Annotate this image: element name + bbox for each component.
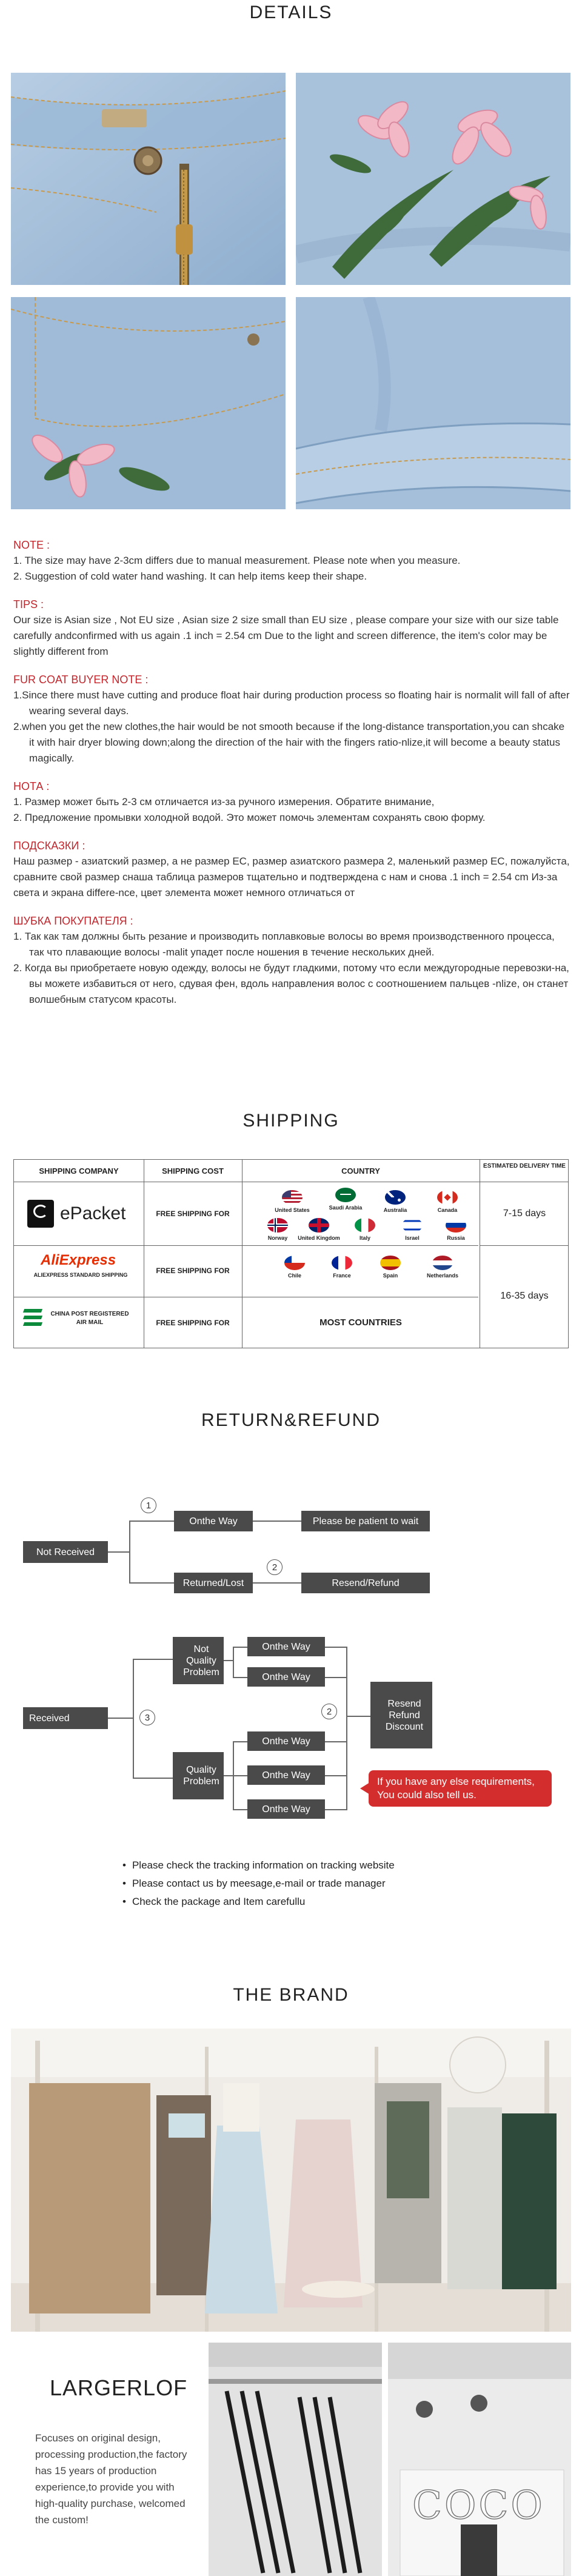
front-pocket-photo (11, 297, 286, 509)
flag-uk-icon (309, 1218, 329, 1233)
on-the-way-box: Onthe Way (247, 1667, 325, 1687)
epacket-time: 7-15 days (503, 1208, 546, 1219)
on-the-way-box: Onthe Way (247, 1731, 325, 1751)
note-heading: NOTE : (13, 539, 50, 551)
brand-name: LARGERLOF (50, 2375, 188, 2400)
not-quality-box: Not Quality Problem (173, 1637, 224, 1684)
flag-nl-icon (432, 1256, 453, 1270)
flag-es-icon (380, 1256, 401, 1270)
aliexpress-cost: FREE SHIPPING FOR (156, 1266, 230, 1275)
details-title: DETAILS (249, 2, 333, 22)
ru-fur-heading: ШУБКА ПОКУПАТЕЛЯ : (13, 915, 133, 927)
china-post-countries: MOST COUNTRIES (319, 1317, 402, 1328)
country-label: Israel (405, 1235, 420, 1241)
ru-note-heading: НОТА : (13, 780, 50, 792)
ru-tips-text: Наш размер - азиатский размер, а не размер ЕС, размер азиатского размера 2, маленький размер ЕС, пожалуйста, сравните свой размер снаша таблица размеров тщательно и подтверждена с нам и снова .1 inch = 2.54 cm Из-за света и экрана differe-nce, цвет элемента может немного отличаться от (13, 855, 570, 898)
country-label: Saudi Arabia (329, 1205, 363, 1211)
aliexpress-logo: AliExpress (41, 1252, 116, 1268)
epacket-logo-icon (27, 1200, 54, 1228)
country-label: Norway (267, 1235, 288, 1241)
on-the-way-box: Onthe Way (174, 1511, 253, 1531)
flag-it-icon (355, 1218, 375, 1233)
country-label: Australia (383, 1207, 407, 1213)
aliexpress-time: 16-35 days (500, 1291, 549, 1301)
header-company: SHIPPING COMPANY (39, 1166, 119, 1176)
country-label: Italy (359, 1235, 370, 1241)
country-label: Russia (447, 1235, 465, 1241)
bubble-pointer-icon (360, 1782, 370, 1795)
ru-tips-heading: ПОДСКАЗКИ : (13, 840, 85, 852)
flag-cl-icon (284, 1256, 305, 1270)
flag-us-icon (282, 1190, 303, 1205)
on-the-way-box: Onthe Way (247, 1637, 325, 1656)
epacket-name: ePacket (60, 1203, 126, 1223)
step-circle-3: 3 (139, 1710, 155, 1725)
fur-heading: FUR COAT BUYER NOTE : (13, 674, 149, 686)
requirements-bubble: If you have any else requirements, You could also tell us. (369, 1770, 552, 1807)
country-label: Netherlands (426, 1273, 458, 1279)
brand-description: Focuses on original design, processing production,the factory has 15 years of production experience,to provide you with high-quality purchase, welcomed the custom! (35, 2432, 187, 2526)
china-post-name: CHINA POST REGISTERED AIR MAIL (50, 1311, 129, 1326)
flag-sa-icon (335, 1188, 356, 1202)
refund-title: RETURN&REFUND (201, 1410, 381, 1430)
step-circle-2: 2 (321, 1704, 337, 1719)
epacket-cost: FREE SHIPPING FOR (156, 1209, 230, 1218)
on-the-way-box: Onthe Way (247, 1765, 325, 1785)
instruction-item: • Please check the tracking information on tracking website (122, 1856, 395, 1875)
received-box: Received (23, 1707, 108, 1729)
china-post-cost: FREE SHIPPING FOR (156, 1319, 230, 1327)
store-interior-photo (11, 2029, 571, 2332)
shipping-title: SHIPPING (242, 1111, 340, 1131)
aliexpress-sub: ALIEXPRESS STANDARD SHIPPING (33, 1272, 128, 1278)
flag-ca-icon (437, 1190, 458, 1205)
fur-line: 1.Since there must have cutting and produce float hair during production process so floating hair is normalit will fall of after wearing several days. (13, 689, 570, 717)
tips-text: Our size is Asian size , Not EU size , Asian size 2 size small than EU size , please compare your size with our size table carefully andconfirmed with us again .1 inch = 2.54 cm Due to the light and screen difference, the item's color may be slightly different from (13, 614, 559, 657)
flag-fr-icon (332, 1256, 352, 1270)
ru-fur-line: 1. Так как там должны быть резание и производить поплавковые волосы во время производственного процесса, так что плавающие волосы -malit упадет после ношения в течение нескольких дней. (13, 931, 555, 958)
note-line: 1. The size may have 2-3cm differs due to manual measurement. Please note when you measure. (13, 555, 461, 566)
country-label: United Kingdom (298, 1235, 340, 1241)
jeans-waistband-photo (11, 73, 286, 285)
instruction-item: • Check the package and Item carefullu (122, 1893, 395, 1911)
please-wait-box: Please be patient to wait (301, 1511, 430, 1531)
store-sign-photo (388, 2343, 571, 2576)
instruction-item: • Please contact us by meesage,e-mail or trade manager (122, 1875, 395, 1893)
brand-title: THE BRAND (233, 1985, 349, 2005)
step-circle-1: 1 (141, 1497, 156, 1513)
refund-instructions (122, 1856, 395, 1911)
flag-ru-icon (446, 1218, 466, 1233)
ru-note-line: 2. Предложение промывки холодной водой. Это может помочь элементам сохранять свою форму. (13, 812, 486, 823)
tips-heading: TIPS : (13, 598, 44, 611)
ru-fur-line: 2. Когда вы приобретаете новую одежду, волосы не будут гладкими, потому что если междугородные перевозки-на, вы можете избавиться от него, сдувая фен, вдоль направления волос с соотношением пальцев -nlize, он станет волшебным статусом красоты. (13, 962, 569, 1005)
on-the-way-box: Onthe Way (247, 1799, 325, 1819)
country-label: Chile (287, 1273, 301, 1279)
not-received-box: Not Received (23, 1541, 108, 1563)
china-post-logo-icon (22, 1305, 44, 1330)
flag-il-icon (402, 1218, 423, 1233)
ru-note-line: 1. Размер может быть 2-3 см отличается из-за ручного измерения. Обратите внимание, (13, 796, 435, 808)
country-label: Canada (437, 1207, 458, 1213)
resend-refund-box: Resend/Refund (301, 1573, 430, 1593)
embroidered-flower-photo (296, 73, 570, 285)
country-label: Spain (383, 1273, 398, 1279)
note-line: 2. Suggestion of cold water hand washing. It can help items keep their shape. (13, 570, 367, 582)
store-sign-text: COCO (412, 2483, 545, 2528)
country-label: France (333, 1273, 351, 1279)
notes-block (13, 537, 571, 1008)
header-delivery: ESTIMATED DELIVERY TIME (483, 1163, 566, 1169)
header-country: COUNTRY (341, 1166, 380, 1176)
shipping-table (13, 1159, 569, 1348)
country-label: United States (275, 1207, 310, 1213)
flag-no-icon (267, 1218, 288, 1233)
quality-box: Quality Problem (173, 1752, 224, 1799)
returned-lost-box: Returned/Lost (174, 1573, 253, 1593)
fur-line: 2.when you get the new clothes,the hair would be not smooth because if the long-distance transportation,you can shcake it with hair dryer blowing down;along the direction of the hair with the fingers ratio-nlize,it will become a beauty status magically. (13, 721, 565, 764)
flag-au-icon (385, 1190, 406, 1205)
step-circle-2: 2 (267, 1559, 283, 1575)
rolled-cuff-photo (296, 297, 570, 509)
resend-refund-discount-box: Resend Refund Discount (370, 1682, 432, 1748)
striped-clothes-photo (209, 2343, 382, 2576)
header-cost: SHIPPING COST (162, 1166, 224, 1176)
